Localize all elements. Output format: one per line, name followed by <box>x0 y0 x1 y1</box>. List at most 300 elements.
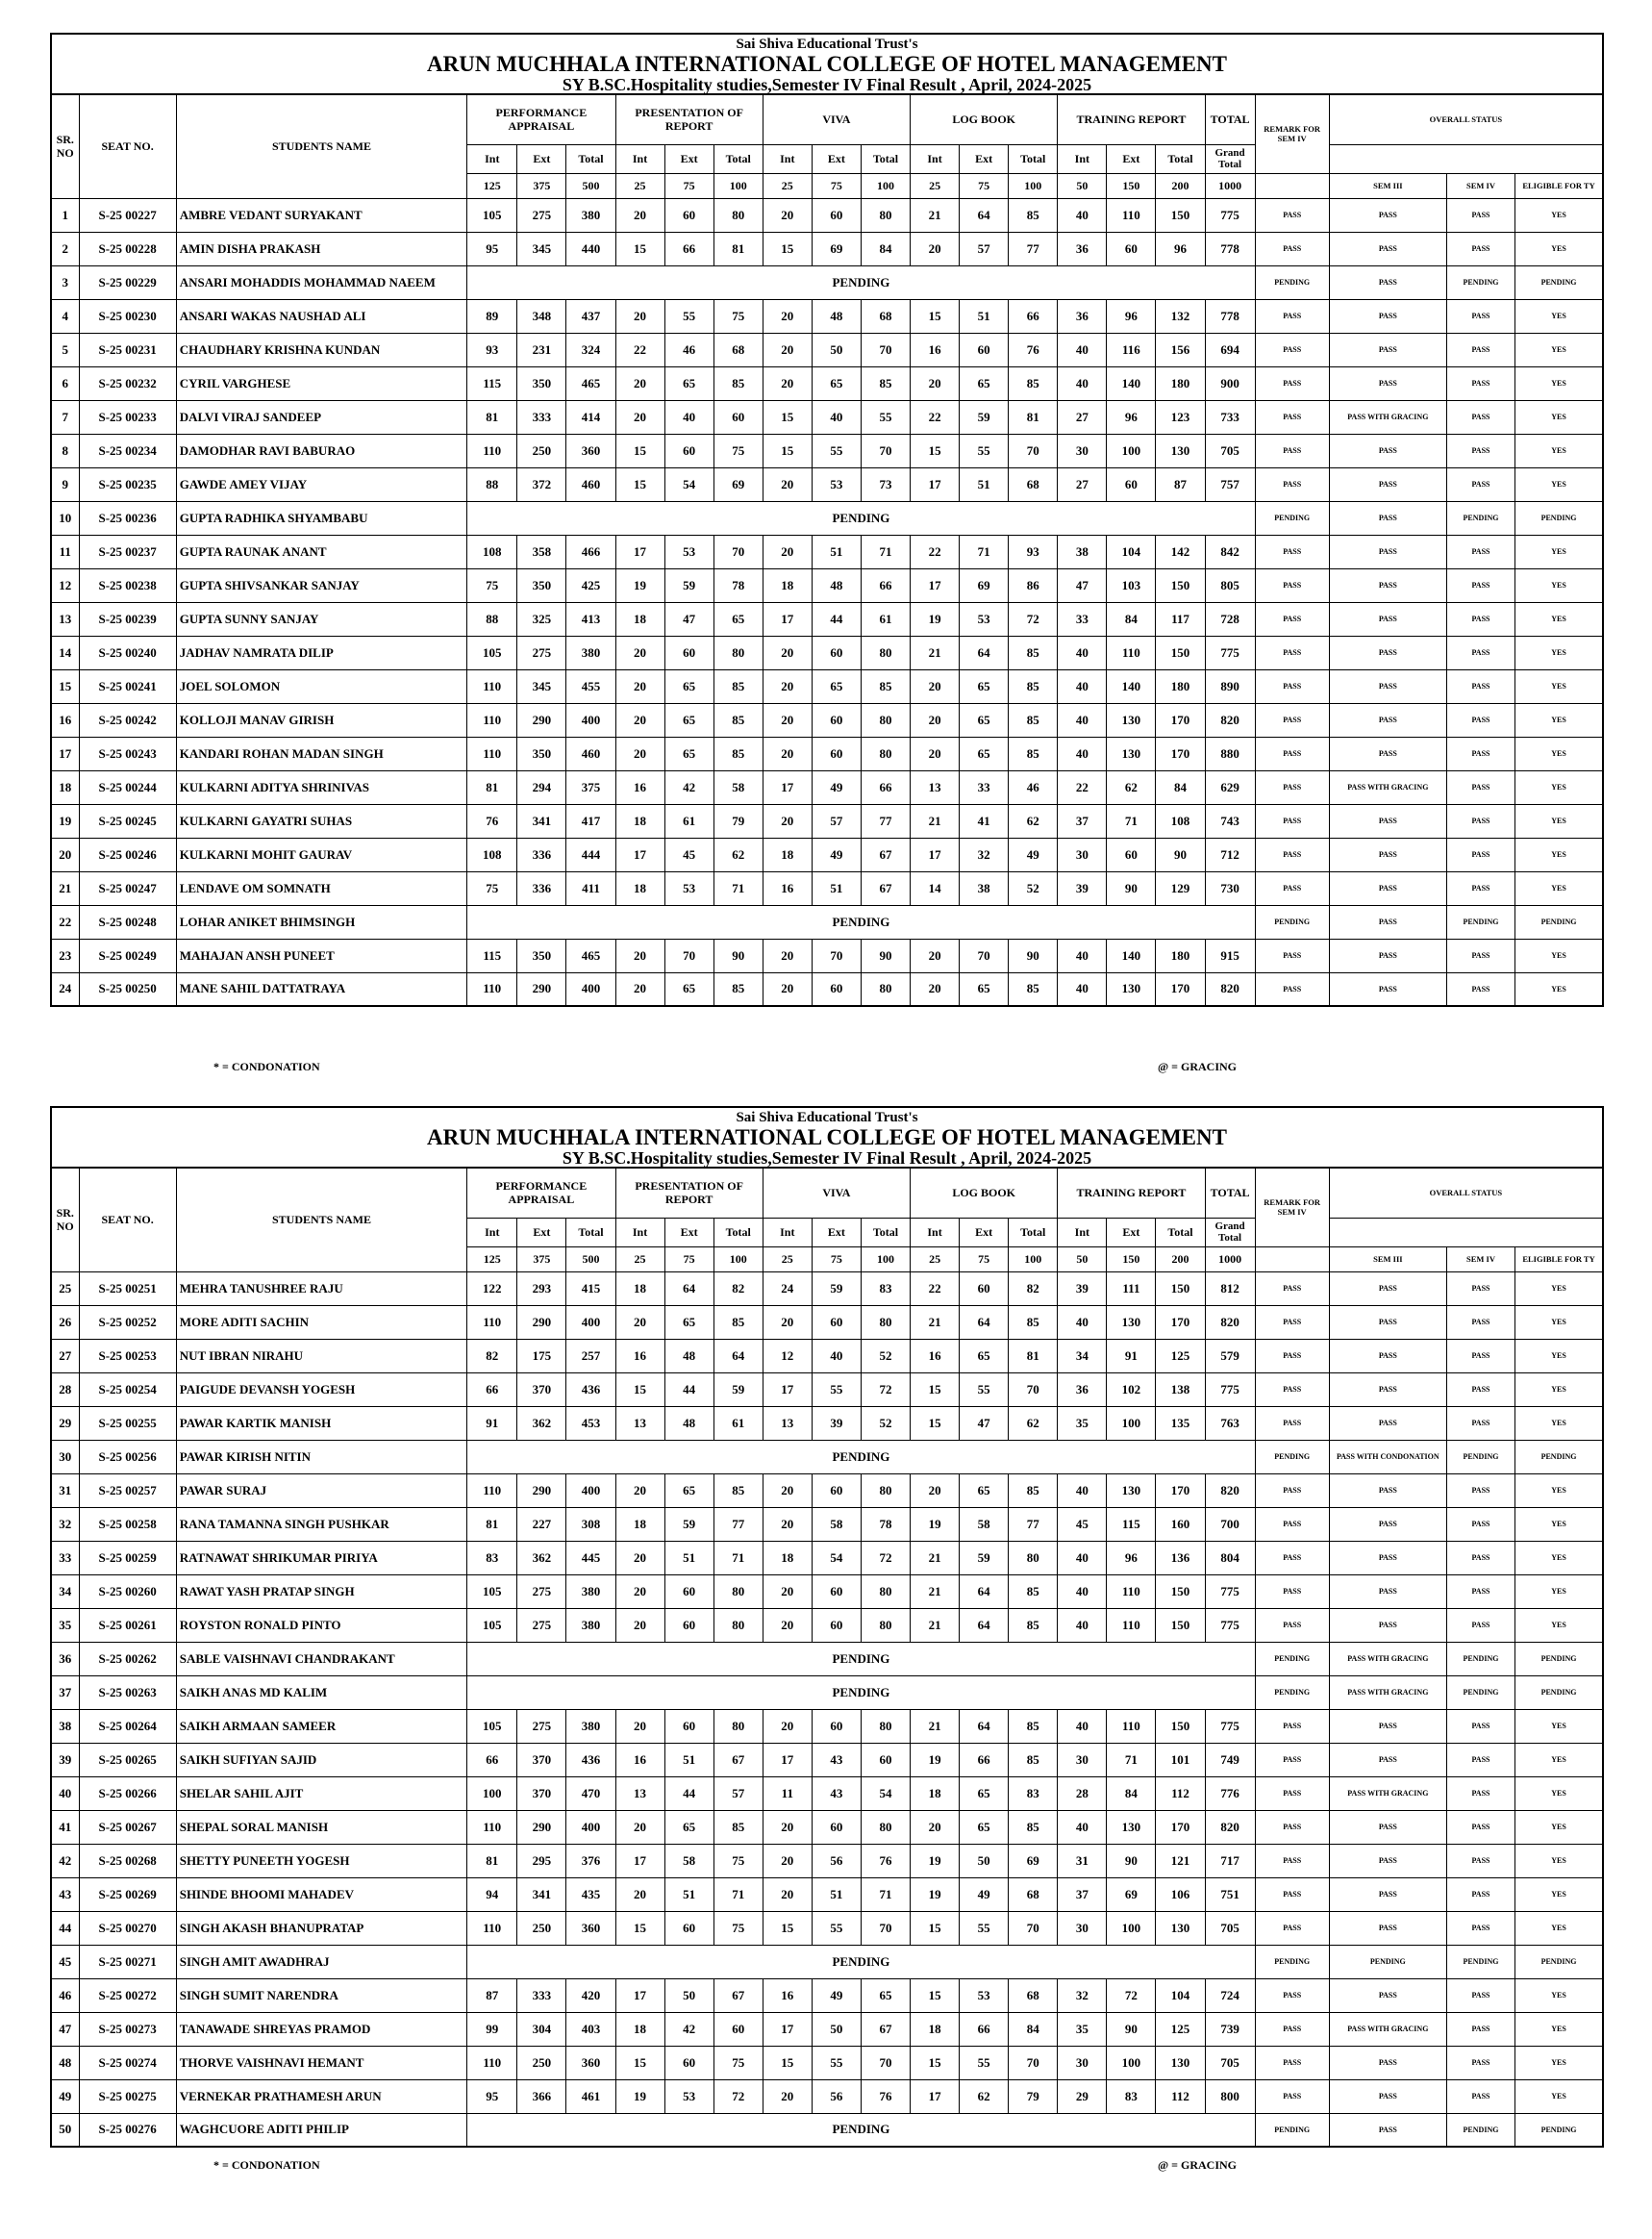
mark-cell: 130 <box>1107 1473 1156 1507</box>
mark-cell: 16 <box>763 1978 812 2012</box>
sem4-status-cell: PASS <box>1446 1810 1514 1844</box>
student-name-cell: GUPTA SUNNY SANJAY <box>176 602 467 636</box>
student-name-cell: PAWAR KIRISH NITIN <box>176 1440 467 1473</box>
gracing-note: @ = GRACING <box>1158 2158 1238 2172</box>
mark-cell: 15 <box>763 434 812 467</box>
mark-cell: 52 <box>1009 871 1058 905</box>
mark-cell: 804 <box>1205 1541 1255 1574</box>
sem4-status-cell: PENDING <box>1446 2113 1514 2147</box>
sem4-status-cell: PASS <box>1446 467 1514 501</box>
mark-cell: 376 <box>566 1844 615 1877</box>
mark-cell: 629 <box>1205 770 1255 804</box>
mark-cell: 81 <box>1009 400 1058 434</box>
seat-no-cell: S-25 00269 <box>79 1877 176 1911</box>
sem4-status-cell: PENDING <box>1446 501 1514 535</box>
table-row <box>51 1574 1603 1608</box>
table-row <box>51 1271 1603 1305</box>
mark-cell: 728 <box>1205 602 1255 636</box>
mark-cell: 350 <box>517 366 566 400</box>
mark-cell: 80 <box>861 1305 910 1339</box>
seat-no-cell: S-25 00242 <box>79 703 176 737</box>
mark-cell: 358 <box>517 535 566 568</box>
mark-cell: 88 <box>467 467 517 501</box>
student-name-cell: RAWAT YASH PRATAP SINGH <box>176 1574 467 1608</box>
sr-no-cell: 15 <box>51 669 79 703</box>
sr-no-cell: 38 <box>51 1709 79 1743</box>
sem3-status-cell: PASS <box>1329 265 1446 299</box>
mark-cell: 18 <box>615 1507 664 1541</box>
mark-cell: 20 <box>615 1608 664 1642</box>
mark-cell: 65 <box>664 1305 713 1339</box>
mark-cell: 52 <box>861 1339 910 1372</box>
max-mark: 150 <box>1107 173 1156 198</box>
eligible-ty-cell: YES <box>1515 737 1603 770</box>
seat-no-cell: S-25 00267 <box>79 1810 176 1844</box>
mark-cell: 130 <box>1156 434 1205 467</box>
mark-cell: 130 <box>1107 1810 1156 1844</box>
student-name-cell: SABLE VAISHNAVI CHANDRAKANT <box>176 1642 467 1675</box>
mark-cell: 60 <box>713 400 763 434</box>
seat-no-cell: S-25 00257 <box>79 1473 176 1507</box>
mark-cell: 69 <box>812 232 861 265</box>
eligible-ty-cell: YES <box>1515 804 1603 838</box>
mark-cell: 33 <box>960 770 1009 804</box>
mark-cell: 324 <box>566 333 615 366</box>
pending-cell: PENDING <box>467 265 1255 299</box>
mark-cell: 80 <box>861 1473 910 1507</box>
mark-cell: 105 <box>467 198 517 232</box>
mark-cell: 110 <box>467 1810 517 1844</box>
mark-cell: 49 <box>812 838 861 871</box>
sem4-status-cell: PASS <box>1446 1339 1514 1372</box>
table-row <box>51 770 1603 804</box>
mark-cell: 62 <box>1009 1406 1058 1440</box>
mark-cell: 16 <box>615 770 664 804</box>
mark-cell: 17 <box>911 467 960 501</box>
mark-cell: 436 <box>566 1372 615 1406</box>
mark-cell: 295 <box>517 1844 566 1877</box>
sem4-status-cell: PASS <box>1446 2012 1514 2046</box>
sr-no-cell: 32 <box>51 1507 79 1541</box>
mark-cell: 70 <box>664 939 713 972</box>
student-name-cell: PAIGUDE DEVANSH YOGESH <box>176 1372 467 1406</box>
seat-no-cell: S-25 00227 <box>79 198 176 232</box>
condonation-note: * = CONDONATION <box>213 1060 320 1073</box>
mark-cell: 125 <box>1156 2012 1205 2046</box>
mark-cell: 65 <box>960 703 1009 737</box>
remark-cell: PENDING <box>1255 1675 1329 1709</box>
seat-no-cell: S-25 00263 <box>79 1675 176 1709</box>
mark-cell: 21 <box>911 198 960 232</box>
mark-cell: 39 <box>1058 871 1107 905</box>
sem3-status-cell: PASS <box>1329 737 1446 770</box>
mark-cell: 60 <box>713 2012 763 2046</box>
sem4-status-cell: PASS <box>1446 1372 1514 1406</box>
mark-cell: 85 <box>1009 1810 1058 1844</box>
seat-no-cell: S-25 00264 <box>79 1709 176 1743</box>
mark-cell: 150 <box>1156 198 1205 232</box>
student-name-cell: SAIKH SUFIYAN SAJID <box>176 1743 467 1776</box>
mark-cell: 65 <box>812 366 861 400</box>
mark-cell: 59 <box>664 568 713 602</box>
mark-cell: 400 <box>566 1305 615 1339</box>
col-seat-no: SEAT NO. <box>79 1168 176 1271</box>
remark-cell: PASS <box>1255 1911 1329 1945</box>
col-grand-total: Grand Total <box>1205 144 1255 173</box>
mark-cell: 78 <box>861 1507 910 1541</box>
sr-no-cell: 37 <box>51 1675 79 1709</box>
mark-cell: 250 <box>517 434 566 467</box>
student-name-cell: MORE ADITI SACHIN <box>176 1305 467 1339</box>
sem4-status-cell: PASS <box>1446 838 1514 871</box>
mark-cell: 820 <box>1205 703 1255 737</box>
mark-cell: 40 <box>1058 1473 1107 1507</box>
mark-cell: 21 <box>911 1608 960 1642</box>
max-mark: 50 <box>1058 173 1107 198</box>
student-name-cell: SINGH AKASH BHANUPRATAP <box>176 1911 467 1945</box>
mark-cell: 65 <box>664 1473 713 1507</box>
result-sheet-page-1 <box>50 33 1604 1073</box>
mark-cell: 53 <box>664 871 713 905</box>
mark-cell: 436 <box>566 1743 615 1776</box>
student-name-cell: KULKARNI GAYATRI SUHAS <box>176 804 467 838</box>
exam-title: SY B.SC.Hospitality studies,Semester IV Final Result , April, 2024-2025 <box>562 1148 1092 1168</box>
sem3-status-cell: PASS <box>1329 1305 1446 1339</box>
mark-cell: 76 <box>861 1844 910 1877</box>
col-group-logbook: LOG BOOK <box>911 1168 1058 1218</box>
mark-cell: 60 <box>812 703 861 737</box>
seat-no-cell: S-25 00262 <box>79 1642 176 1675</box>
remark-cell: PASS <box>1255 2079 1329 2113</box>
mark-cell: 40 <box>812 1339 861 1372</box>
mark-cell: 417 <box>566 804 615 838</box>
mark-cell: 444 <box>566 838 615 871</box>
sr-no-cell: 17 <box>51 737 79 770</box>
max-mark: 375 <box>517 1246 566 1271</box>
mark-cell: 60 <box>812 737 861 770</box>
eligible-ty-cell: YES <box>1515 770 1603 804</box>
sr-no-cell: 50 <box>51 2113 79 2147</box>
sem3-status-cell: PASS <box>1329 939 1446 972</box>
eligible-ty-cell: YES <box>1515 1406 1603 1440</box>
remark-cell: PASS <box>1255 1877 1329 1911</box>
mark-cell: 121 <box>1156 1844 1205 1877</box>
mark-cell: 84 <box>861 232 910 265</box>
mark-cell: 466 <box>566 535 615 568</box>
mark-cell: 58 <box>713 770 763 804</box>
mark-cell: 20 <box>763 198 812 232</box>
eligible-ty-cell: PENDING <box>1515 1440 1603 1473</box>
seat-no-cell: S-25 00234 <box>79 434 176 467</box>
remark-cell: PENDING <box>1255 501 1329 535</box>
eligible-ty-cell: YES <box>1515 366 1603 400</box>
max-mark: 75 <box>664 173 713 198</box>
mark-cell: 915 <box>1205 939 1255 972</box>
sem3-status-cell: PASS <box>1329 1810 1446 1844</box>
mark-cell: 160 <box>1156 1507 1205 1541</box>
mark-cell: 370 <box>517 1743 566 1776</box>
mark-cell: 150 <box>1156 1574 1205 1608</box>
mark-cell: 83 <box>1009 1776 1058 1810</box>
mark-cell: 67 <box>713 1743 763 1776</box>
mark-cell: 170 <box>1156 703 1205 737</box>
mark-cell: 65 <box>960 1810 1009 1844</box>
mark-cell: 455 <box>566 669 615 703</box>
sr-no-cell: 33 <box>51 1541 79 1574</box>
max-mark: 500 <box>566 173 615 198</box>
mark-cell: 69 <box>1107 1877 1156 1911</box>
mark-cell: 85 <box>1009 1473 1058 1507</box>
seat-no-cell: S-25 00275 <box>79 2079 176 2113</box>
eligible-ty-cell: YES <box>1515 2046 1603 2079</box>
mark-cell: 70 <box>1009 434 1058 467</box>
mark-cell: 72 <box>1107 1978 1156 2012</box>
mark-cell: 22 <box>1058 770 1107 804</box>
seat-no-cell: S-25 00249 <box>79 939 176 972</box>
mark-cell: 18 <box>615 1271 664 1305</box>
sr-no-cell: 35 <box>51 1608 79 1642</box>
sr-no-cell: 2 <box>51 232 79 265</box>
max-mark: 500 <box>566 1246 615 1271</box>
mark-cell: 83 <box>467 1541 517 1574</box>
mark-cell: 170 <box>1156 1473 1205 1507</box>
mark-cell: 778 <box>1205 299 1255 333</box>
mark-cell: 60 <box>812 1574 861 1608</box>
mark-cell: 85 <box>713 703 763 737</box>
mark-cell: 47 <box>664 602 713 636</box>
table-row <box>51 1642 1603 1675</box>
pending-cell: PENDING <box>467 501 1255 535</box>
seat-no-cell: S-25 00243 <box>79 737 176 770</box>
mark-cell: 62 <box>713 838 763 871</box>
sem3-status-cell: PASS WITH GRACING <box>1329 770 1446 804</box>
eligible-ty-cell: YES <box>1515 1810 1603 1844</box>
mark-cell: 40 <box>1058 198 1107 232</box>
mark-cell: 18 <box>911 1776 960 1810</box>
mark-cell: 36 <box>1058 299 1107 333</box>
mark-cell: 30 <box>1058 1743 1107 1776</box>
remark-cell: PASS <box>1255 838 1329 871</box>
remark-cell: PASS <box>1255 366 1329 400</box>
sem4-status-cell: PENDING <box>1446 1675 1514 1709</box>
student-name-cell: CYRIL VARGHESE <box>176 366 467 400</box>
mark-cell: 15 <box>615 1911 664 1945</box>
mark-cell: 743 <box>1205 804 1255 838</box>
remark-cell: PENDING <box>1255 1440 1329 1473</box>
sr-no-cell: 8 <box>51 434 79 467</box>
sem3-status-cell: PENDING <box>1329 1945 1446 1978</box>
mark-cell: 70 <box>1009 1911 1058 1945</box>
mark-cell: 227 <box>517 1507 566 1541</box>
mark-cell: 40 <box>1058 1305 1107 1339</box>
remark-cell: PASS <box>1255 232 1329 265</box>
sub-total: Total <box>861 144 910 173</box>
mark-cell: 104 <box>1107 535 1156 568</box>
mark-cell: 70 <box>1009 1372 1058 1406</box>
mark-cell: 66 <box>960 1743 1009 1776</box>
eligible-ty-cell: YES <box>1515 333 1603 366</box>
mark-cell: 65 <box>960 972 1009 1006</box>
eligible-ty-cell: PENDING <box>1515 501 1603 535</box>
mark-cell: 13 <box>615 1406 664 1440</box>
remark-cell: PASS <box>1255 198 1329 232</box>
mark-cell: 60 <box>812 1810 861 1844</box>
mark-cell: 48 <box>812 568 861 602</box>
sem4-status-cell: PASS <box>1446 972 1514 1006</box>
mark-cell: 49 <box>960 1877 1009 1911</box>
sr-no-cell: 4 <box>51 299 79 333</box>
sem4-status-cell: PASS <box>1446 568 1514 602</box>
mark-cell: 60 <box>664 1709 713 1743</box>
mark-cell: 775 <box>1205 198 1255 232</box>
mark-cell: 60 <box>664 434 713 467</box>
mark-cell: 96 <box>1156 232 1205 265</box>
sub-ext: Ext <box>517 144 566 173</box>
eligible-ty-cell: YES <box>1515 1877 1603 1911</box>
mark-cell: 20 <box>763 669 812 703</box>
mark-cell: 65 <box>861 1978 910 2012</box>
mark-cell: 115 <box>467 939 517 972</box>
mark-cell: 20 <box>763 366 812 400</box>
sem4-status-cell: PASS <box>1446 1709 1514 1743</box>
pending-cell: PENDING <box>467 1642 1255 1675</box>
mark-cell: 73 <box>861 467 910 501</box>
max-mark: 100 <box>861 173 910 198</box>
mark-cell: 80 <box>713 636 763 669</box>
student-name-cell: SINGH AMIT AWADHRAJ <box>176 1945 467 1978</box>
mark-cell: 15 <box>911 1372 960 1406</box>
mark-cell: 180 <box>1156 939 1205 972</box>
seat-no-cell: S-25 00251 <box>79 1271 176 1305</box>
sem4-status-cell: PASS <box>1446 1877 1514 1911</box>
mark-cell: 445 <box>566 1541 615 1574</box>
table-row <box>51 299 1603 333</box>
mark-cell: 82 <box>1009 1271 1058 1305</box>
mark-cell: 763 <box>1205 1406 1255 1440</box>
table-row <box>51 972 1603 1006</box>
mark-cell: 105 <box>467 636 517 669</box>
mark-cell: 51 <box>812 1877 861 1911</box>
remark-cell: PASS <box>1255 1541 1329 1574</box>
mark-cell: 15 <box>911 434 960 467</box>
mark-cell: 20 <box>763 636 812 669</box>
sub-total: Total <box>713 144 763 173</box>
table-row <box>51 1810 1603 1844</box>
mark-cell: 15 <box>911 299 960 333</box>
mark-cell: 57 <box>812 804 861 838</box>
mark-cell: 440 <box>566 232 615 265</box>
student-name-cell: DAMODHAR RAVI BABURAO <box>176 434 467 467</box>
mark-cell: 70 <box>861 1911 910 1945</box>
mark-cell: 62 <box>1107 770 1156 804</box>
remark-cell: PASS <box>1255 871 1329 905</box>
mark-cell: 77 <box>861 804 910 838</box>
mark-cell: 21 <box>911 1305 960 1339</box>
seat-no-cell: S-25 00258 <box>79 1507 176 1541</box>
mark-cell: 90 <box>1107 871 1156 905</box>
sub-ext: Ext <box>960 144 1009 173</box>
mark-cell: 64 <box>960 1608 1009 1642</box>
mark-cell: 54 <box>664 467 713 501</box>
student-name-cell: RANA TAMANNA SINGH PUSHKAR <box>176 1507 467 1541</box>
seat-no-cell: S-25 00271 <box>79 1945 176 1978</box>
seat-no-cell: S-25 00261 <box>79 1608 176 1642</box>
mark-cell: 87 <box>467 1978 517 2012</box>
sr-no-cell: 48 <box>51 2046 79 2079</box>
eligible-ty-cell: YES <box>1515 400 1603 434</box>
mark-cell: 85 <box>1009 1709 1058 1743</box>
seat-no-cell: S-25 00259 <box>79 1541 176 1574</box>
mark-cell: 80 <box>861 1709 910 1743</box>
mark-cell: 53 <box>664 535 713 568</box>
sem4-status-cell: PENDING <box>1446 265 1514 299</box>
sub-total: Total <box>1156 144 1205 173</box>
mark-cell: 40 <box>1058 737 1107 770</box>
pending-cell: PENDING <box>467 1945 1255 1978</box>
mark-cell: 20 <box>615 400 664 434</box>
mark-cell: 108 <box>1156 804 1205 838</box>
mark-cell: 20 <box>763 299 812 333</box>
mark-cell: 705 <box>1205 1911 1255 1945</box>
mark-cell: 68 <box>1009 1877 1058 1911</box>
mark-cell: 775 <box>1205 1709 1255 1743</box>
sem3-status-cell: PASS <box>1329 669 1446 703</box>
remark-cell: PENDING <box>1255 1642 1329 1675</box>
mark-cell: 19 <box>911 1743 960 1776</box>
remark-cell: PASS <box>1255 636 1329 669</box>
mark-cell: 99 <box>467 2012 517 2046</box>
mark-cell: 136 <box>1156 1541 1205 1574</box>
col-sem3: SEM III <box>1329 173 1446 198</box>
sem4-status-cell: PENDING <box>1446 905 1514 939</box>
mark-cell: 170 <box>1156 737 1205 770</box>
mark-cell: 40 <box>1058 939 1107 972</box>
mark-cell: 20 <box>615 198 664 232</box>
sem3-status-cell: PASS <box>1329 1978 1446 2012</box>
max-mark: 125 <box>467 1246 517 1271</box>
table-row <box>51 2079 1603 2113</box>
mark-cell: 85 <box>713 737 763 770</box>
mark-cell: 812 <box>1205 1271 1255 1305</box>
mark-cell: 82 <box>467 1339 517 1372</box>
result-sheet-page-2 <box>50 1106 1604 2172</box>
mark-cell: 20 <box>615 366 664 400</box>
mark-cell: 59 <box>960 1541 1009 1574</box>
sem4-status-cell: PASS <box>1446 333 1514 366</box>
mark-cell: 130 <box>1156 2046 1205 2079</box>
mark-cell: 85 <box>1009 737 1058 770</box>
sem3-status-cell: PASS <box>1329 366 1446 400</box>
remark-cell: PASS <box>1255 1339 1329 1372</box>
table-row <box>51 905 1603 939</box>
col-eligible-ty: ELIGIBLE FOR TY <box>1515 1246 1603 1271</box>
mark-cell: 123 <box>1156 400 1205 434</box>
mark-cell: 61 <box>664 804 713 838</box>
max-mark: 75 <box>812 173 861 198</box>
mark-cell: 21 <box>911 1541 960 1574</box>
mark-cell: 362 <box>517 1406 566 1440</box>
mark-cell: 38 <box>1058 535 1107 568</box>
sem3-status-cell: PASS WITH GRACING <box>1329 1776 1446 1810</box>
mark-cell: 18 <box>763 838 812 871</box>
mark-cell: 17 <box>615 838 664 871</box>
mark-cell: 110 <box>1107 1574 1156 1608</box>
remark-cell: PENDING <box>1255 905 1329 939</box>
sub-int: Int <box>1058 144 1107 173</box>
eligible-ty-cell: PENDING <box>1515 265 1603 299</box>
mark-cell: 51 <box>664 1877 713 1911</box>
mark-cell: 90 <box>1107 2012 1156 2046</box>
